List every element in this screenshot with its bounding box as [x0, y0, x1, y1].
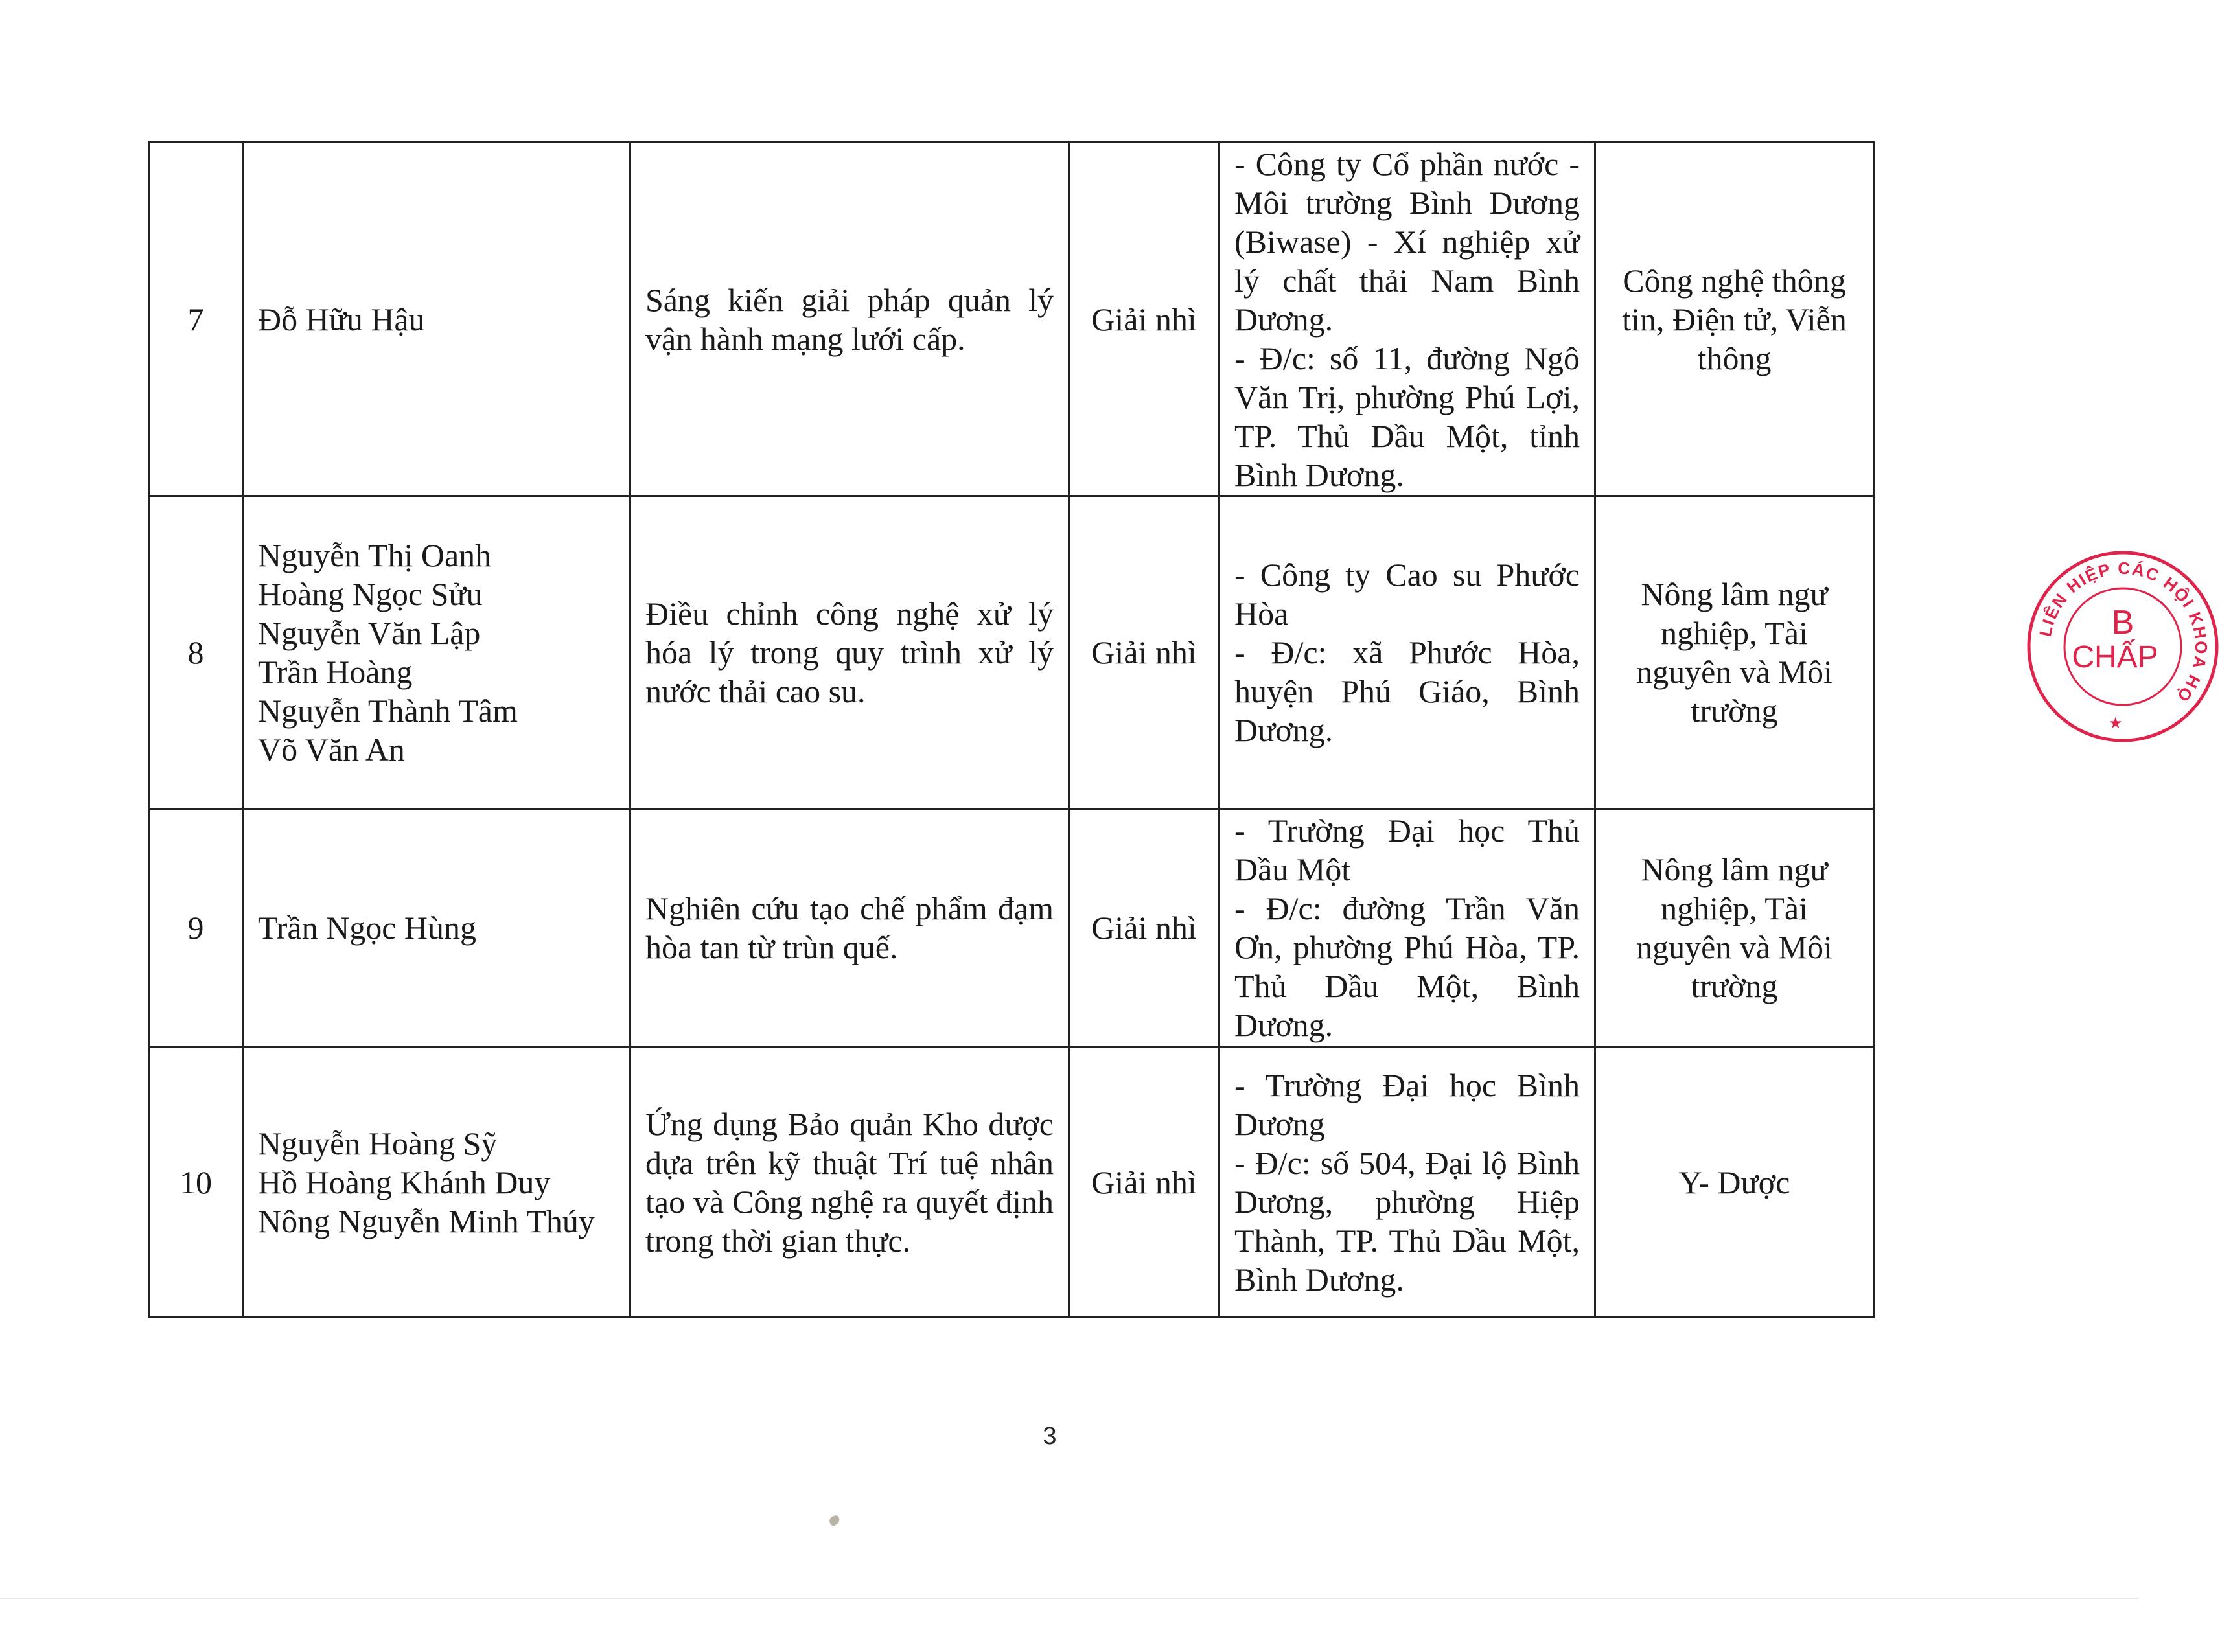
- unit-name: - Trường Đại học Thủ Dầu Một: [1234, 812, 1580, 888]
- unit-address: - Đ/c: số 504, Đại lộ Bình Dương, phường Hiệp Thành, TP. Thủ Dầu Một, Bình Dương.: [1234, 1144, 1580, 1298]
- row-number: 8: [149, 496, 243, 809]
- author-name: Hồ Hoàng Khánh Duy: [258, 1164, 551, 1200]
- row-number: 7: [149, 143, 243, 496]
- work-unit: [1220, 809, 1595, 1047]
- table-row: [149, 143, 1874, 496]
- unit-address: - Đ/c: số 11, đường Ngô Văn Trị, phường Phú Lợi, TP. Thủ Dầu Một, tỉnh Bình Dương.: [1234, 339, 1580, 493]
- unit-name: - Công ty Cao su Phước Hòa: [1234, 556, 1580, 632]
- author-names: [243, 496, 630, 809]
- prize: Giải nhì: [1069, 143, 1220, 496]
- unit-name: - Trường Đại học Bình Dương: [1234, 1066, 1580, 1142]
- unit-name: - Công ty Cổ phần nước - Môi trường Bình Dương (Biwase) - Xí nghiệp xử lý chất thải Nam Bình Dương.: [1234, 145, 1580, 338]
- paper-speck: [828, 1514, 841, 1526]
- author-name: Nông Nguyễn Minh Thúy: [258, 1202, 595, 1239]
- work-unit: [1220, 1047, 1595, 1318]
- table-row: [149, 1047, 1874, 1318]
- solution-title: Điều chỉnh công nghệ xử lý hóa lý trong quy trình xử lý nước thải cao su.: [630, 496, 1069, 809]
- unit-address: - Đ/c: xã Phước Hòa, huyện Phú Giáo, Bình Dương.: [1234, 634, 1580, 748]
- seal-center-text: CHẤP: [2072, 640, 2158, 674]
- field: Y- Dược: [1595, 1047, 1874, 1318]
- prize: Giải nhì: [1069, 809, 1220, 1047]
- author-name: Trần Hoàng: [258, 654, 413, 690]
- author-names: [243, 143, 630, 496]
- author-names: [243, 1047, 630, 1318]
- official-seal: [2026, 549, 2220, 744]
- author-name: Võ Văn An: [258, 731, 405, 768]
- prize: Giải nhì: [1069, 1047, 1220, 1318]
- seal-center-letter: B: [2111, 604, 2134, 641]
- author-name: Hoàng Ngọc Sửu: [258, 576, 483, 612]
- table-row: [149, 496, 1874, 809]
- seal-star-icon: ★: [2109, 714, 2123, 732]
- seal-ring-text: LIÊN HIỆP CÁC HỘI KHOA HỌ: [2035, 558, 2212, 707]
- awards-table: [148, 141, 1875, 1318]
- author-names: [243, 809, 630, 1047]
- solution-title: Sáng kiến giải pháp quản lý vận hành mạng lưới cấp.: [630, 143, 1069, 496]
- author-name: Nguyễn Hoàng Sỹ: [258, 1125, 498, 1162]
- prize: Giải nhì: [1069, 496, 1220, 809]
- field: Công nghệ thông tin, Điện tử, Viễn thông: [1595, 143, 1874, 496]
- row-number: 9: [149, 809, 243, 1047]
- field: Nông lâm ngư nghiệp, Tài nguyên và Môi trường: [1595, 496, 1874, 809]
- author-name: Đỗ Hữu Hậu: [258, 301, 425, 338]
- author-name: Nguyễn Thị Oanh: [258, 537, 492, 573]
- author-name: Nguyễn Thành Tâm: [258, 693, 518, 729]
- work-unit: [1220, 496, 1595, 809]
- work-unit: [1220, 143, 1595, 496]
- page-number: 3: [1043, 1423, 1057, 1450]
- row-number: 10: [149, 1047, 243, 1318]
- solution-title: Ứng dụng Bảo quản Kho dược dựa trên kỹ thuật Trí tuệ nhân tạo và Công nghệ ra quyết định trong thời gian thực.: [630, 1047, 1069, 1318]
- author-name: Nguyễn Văn Lập: [258, 615, 481, 651]
- author-name: Trần Ngọc Hùng: [258, 910, 477, 946]
- solution-title: Nghiên cứu tạo chế phẩm đạm hòa tan từ trùn quế.: [630, 809, 1069, 1047]
- field: Nông lâm ngư nghiệp, Tài nguyên và Môi trường: [1595, 809, 1874, 1047]
- unit-address: - Đ/c: đường Trần Văn Ơn, phường Phú Hòa, TP. Thủ Dầu Một, Bình Dương.: [1234, 890, 1580, 1043]
- table-row: [149, 809, 1874, 1047]
- scan-edge-line: [0, 1598, 2138, 1599]
